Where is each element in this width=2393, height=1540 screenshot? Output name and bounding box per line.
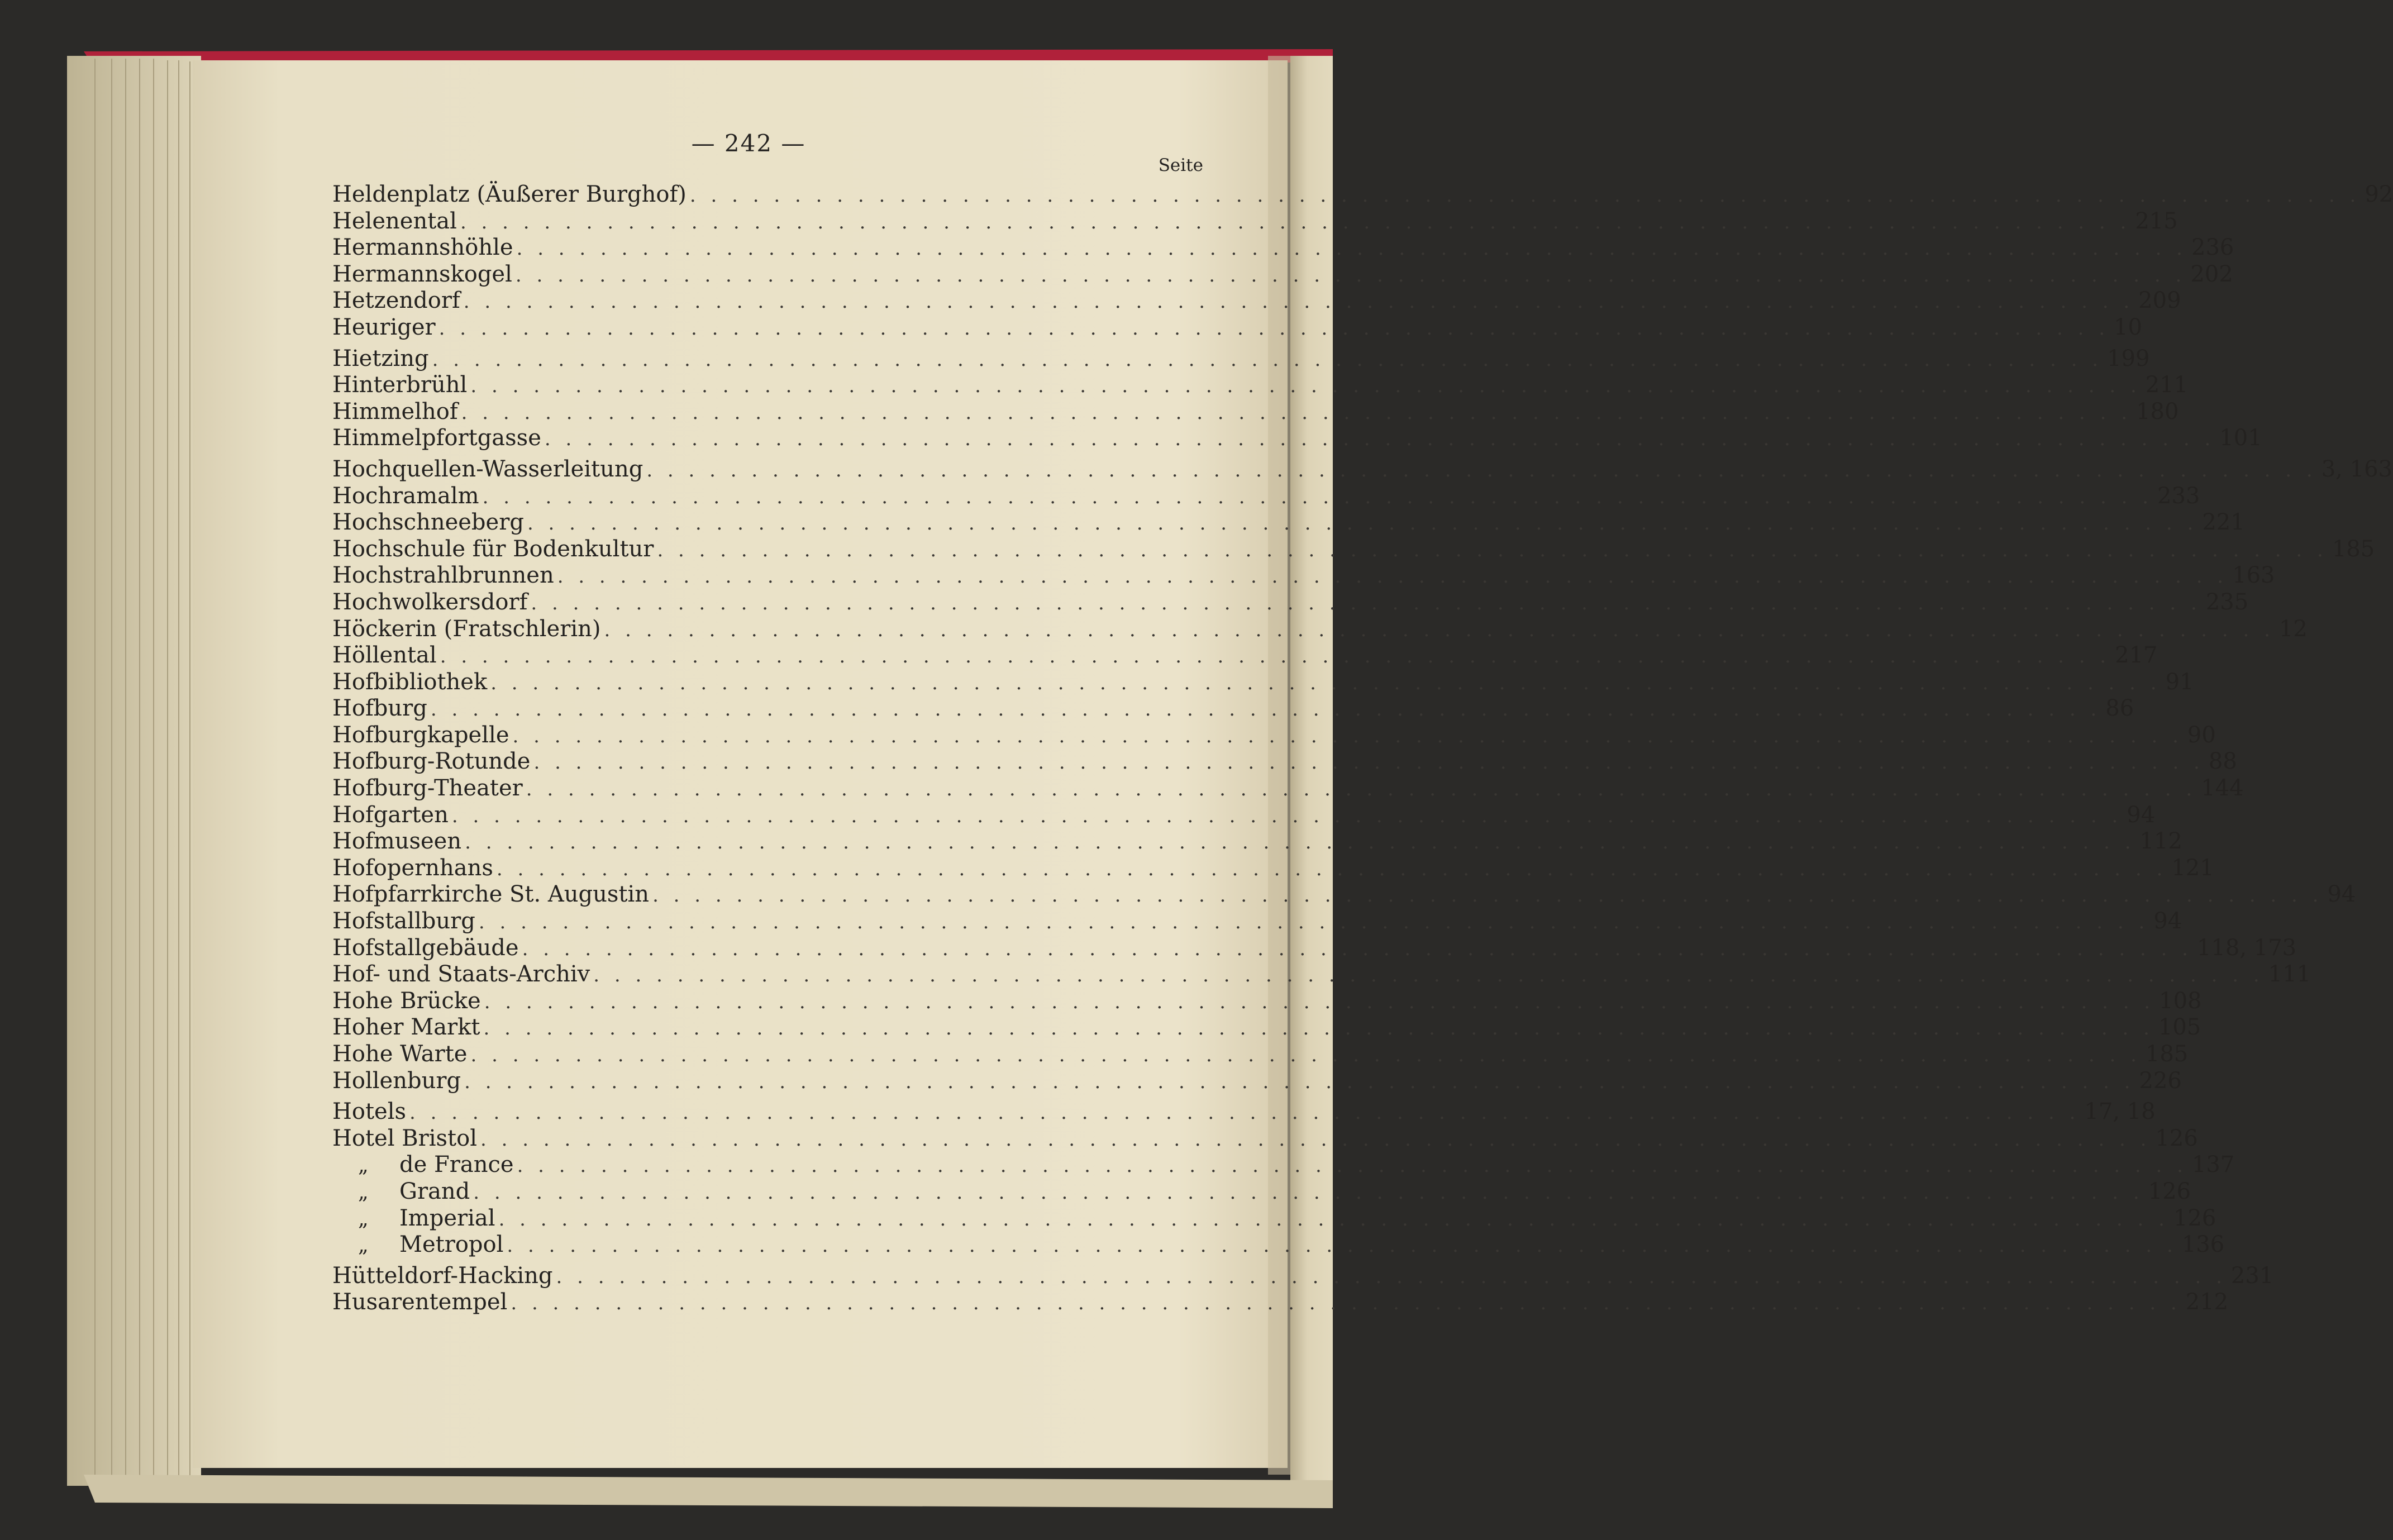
entry-label-text: Hofgarten — [332, 802, 449, 828]
index-entry — [332, 748, 2237, 775]
entry-label — [332, 456, 646, 483]
entry-page-number: 88 — [2208, 748, 2237, 775]
index-entry — [332, 345, 2150, 373]
entry-label — [332, 961, 593, 988]
index-entry — [332, 908, 2182, 935]
dot-leader: . . . . . . . . . . . . . . . . . . . . . . . . . . . . . . . . . . . . . . . . . . . . . . . . . . . . . . . . . . . . . . . . . . . . . . . . . . . . . . . . — [482, 485, 2153, 508]
index-entry — [332, 1232, 2225, 1258]
entry-label-text: Hofburg-Rotunde — [332, 748, 531, 775]
dot-leader: . . . . . . . . . . . . . . . . . . . . . . . . . . . . . . . . . . . . . . . . . . . . . . . . . . . . . . . . . . . . . . . . . . . . . . . . . . . . . . . . — [557, 565, 2228, 588]
entry-label — [332, 828, 465, 855]
entry-label-text: Hofbibliothek — [332, 669, 488, 695]
entry-page-number: 144 — [2201, 775, 2244, 802]
entry-label-text: Hochramalm — [332, 483, 479, 509]
entry-page-number: 12 — [2278, 616, 2308, 642]
entry-label-text: Hochschule für Bodenkultur — [332, 536, 654, 562]
dot-leader: . . . . . . . . . . . . . . . . . . . . . . . . . . . . . . . . . . . . . . . . . . . . . . . . . . . . . . . . . . . . . . . . . . . . . . . . . . . . . . . . — [522, 937, 2192, 960]
index-entry — [332, 1067, 2182, 1095]
entry-label-text: Hütteldorf-Hacking — [332, 1262, 553, 1289]
dot-leader: . . . . . . . . . . . . . . . . . . . . . . . . . . . . . . . . . . . . . . . . . . . . . . . . . . . . . . . . . . . . . . . . . . . . . . . . . . . . . . . . — [409, 1102, 2080, 1124]
dot-leader: . . . . . . . . . . . . . . . . . . . . . . . . . . . . . . . . . . . . . . . . . . . . . . . . . . . . . . . . . . . . . . . . . . . . . . . . . . . . . . . . — [470, 1044, 2141, 1066]
dot-leader: . . . . . . . . . . . . . . . . . . . . . . . . . . . . . . . . . . . . . . . . . . . . . . . . . . . . . . . . . . . . . . . . . . . . . . . . . . . . . . . . — [657, 538, 2328, 561]
index-entry — [332, 961, 2311, 988]
index-entry — [332, 562, 2275, 589]
entry-label-text: Metropol — [399, 1232, 504, 1258]
entry-page-number: 112 — [2139, 828, 2182, 855]
entry-label-text: Hofstallburg — [332, 908, 475, 935]
ditto-mark: „ — [358, 1234, 369, 1257]
entry-page-number: 90 — [2187, 722, 2216, 748]
entry-label-text: Himmelpfortgasse — [332, 425, 541, 451]
entry-page-number: 91 — [2165, 669, 2194, 695]
index-entry — [332, 261, 2233, 288]
index-entry — [332, 456, 2392, 483]
entry-label — [332, 536, 657, 563]
dot-leader: . . . . . . . . . . . . . . . . . . . . . . . . . . . . . . . . . . . . . . . . . . . . . . . . . . . . . . . . . . . . . . . . . . . . . . . . . . . . . . . . — [507, 1234, 2177, 1257]
dot-leader: . . . . . . . . . . . . . . . . . . . . . . . . . . . . . . . . . . . . . . . . . . . . . . . . . . . . . . . . . . . . . . . . . . . . . . . . . . . . . . . . — [440, 645, 2111, 668]
entry-page-number: 185 — [2332, 536, 2375, 562]
ditto-mark: „ — [358, 1207, 369, 1231]
index-entry — [332, 1178, 2191, 1205]
entry-page-number: 217 — [2115, 642, 2158, 669]
entry-label-text: Hochstrahlbrunnen — [332, 562, 554, 589]
index-entry — [332, 1099, 2156, 1126]
dot-leader: . . . . . . . . . . . . . . . . . . . . . . . . . . . . . . . . . . . . . . . . . . . . . . . . . . . . . . . . . . . . . . . . . . . . . . . . . . . . . . . . — [438, 317, 2110, 340]
index-entry — [332, 1289, 2229, 1316]
index-entry — [332, 1125, 2198, 1152]
entry-label-text: Hofopernhans — [332, 855, 493, 881]
index-entry — [332, 208, 2178, 235]
entry-label — [332, 261, 516, 288]
index-entry — [332, 881, 2356, 908]
dot-leader: . . . . . . . . . . . . . . . . . . . . . . . . . . . . . . . . . . . . . . . . . . . . . . . . . . . . . . . . . . . . . . . . . . . . . . . . . . . . . . . . — [593, 964, 2264, 987]
index-entry — [332, 288, 2181, 314]
entry-page-number: 233 — [2157, 483, 2200, 509]
index-entry — [332, 372, 2189, 399]
entry-label — [332, 1152, 517, 1179]
entry-label — [332, 1041, 470, 1068]
dot-leader: . . . . . . . . . . . . . . . . . . . . . . . . . . . . . . . . . . . . . . . . . . . . . . . . . . . . . . . . . . . . . . . . . . . . . . . . . . . . . . . . — [689, 184, 2361, 207]
entry-label-text: Hollenburg — [332, 1067, 461, 1094]
entry-page-number: 211 — [2145, 372, 2189, 398]
index-entry — [332, 988, 2202, 1015]
dot-leader: . . . . . . . . . . . . . . . . . . . . . . . . . . . . . . . . . . . . . . . . . . . . . . . . . . . . . . . . . . . . . . . . . . . . . . . . . . . . . . . . — [533, 751, 2204, 774]
entry-label — [332, 314, 439, 341]
entry-page-number: 10 — [2114, 314, 2142, 340]
dot-leader: . . . . . . . . . . . . . . . . . . . . . . . . . . . . . . . . . . . . . . . . . . . . . . . . . . . . . . . . . . . . . . . . . . . . . . . . . . . . . . . . — [556, 1265, 2227, 1288]
entry-label-text: Hofmuseen — [332, 828, 462, 855]
dot-leader: . . . . . . . . . . . . . . . . . . . . . . . . . . . . . . . . . . . . . . . . . . . . . . . . . . . . . . . . . . . . . . . . . . . . . . . . . . . . . . . . — [496, 857, 2167, 880]
index-list — [332, 182, 2393, 1316]
entry-label-text: Hetzendorf — [332, 288, 460, 314]
dot-leader: . . . . . . . . . . . . . . . . . . . . . . . . . . . . . . . . . . . . . . . . . . . . . . . . . . . . . . . . . . . . . . . . . . . . . . . . . . . . . . . . — [646, 459, 2317, 481]
dot-leader: . . . . . . . . . . . . . . . . . . . . . . . . . . . . . . . . . . . . . . . . . . . . . . . . . . . . . . . . . . . . . . . . . . . . . . . . . . . . . . . . — [498, 1208, 2169, 1231]
dot-leader: . . . . . . . . . . . . . . . . . . . . . . . . . . . . . . . . . . . . . . . . . . . . . . . . . . . . . . . . . . . . . . . . . . . . . . . . . . . . . . . . — [430, 698, 2101, 721]
entry-label-text: Grand — [399, 1178, 470, 1204]
entry-label-text: Hermannshöhle — [332, 235, 513, 261]
column-header-seite: Seite — [1158, 155, 1203, 175]
entry-page-number: 231 — [2230, 1262, 2274, 1289]
entry-label-text: Hochquellen-Wasserleitung — [332, 456, 643, 482]
entry-page-number: 180 — [2136, 398, 2179, 425]
entry-label — [332, 935, 522, 962]
entry-label — [332, 1014, 483, 1041]
entry-label — [332, 208, 460, 235]
index-entry — [332, 536, 2375, 563]
entry-page-number: 136 — [2181, 1232, 2225, 1258]
entry-label — [332, 372, 470, 399]
dot-leader: . . . . . . . . . . . . . . . . . . . . . . . . . . . . . . . . . . . . . . . . . . . . . . . . . . . . . . . . . . . . . . . . . . . . . . . . . . . . . . . . — [484, 990, 2155, 1013]
dot-leader: . . . . . . . . . . . . . . . . . . . . . . . . . . . . . . . . . . . . . . . . . . . . . . . . . . . . . . . . . . . . . . . . . . . . . . . . . . . . . . . . — [516, 237, 2187, 260]
entry-label-text: Hietzing — [332, 345, 429, 371]
entry-label — [332, 1126, 480, 1152]
entry-page-number: 111 — [2268, 961, 2311, 988]
entry-label-text: Hoher Markt — [332, 1014, 480, 1041]
entry-label — [332, 509, 527, 536]
index-entry — [332, 642, 2158, 669]
entry-page-number: 137 — [2191, 1152, 2235, 1178]
entry-label-text: Hermannskogel — [332, 261, 512, 287]
entry-page-number: 126 — [2148, 1178, 2191, 1204]
ditto-mark: „ — [358, 1154, 369, 1177]
entry-label-text: Hochwolkersdorf — [332, 589, 528, 615]
index-entry — [332, 802, 2156, 829]
entry-label — [332, 616, 604, 643]
entry-label-text: Höckerin (Fratschlerin) — [332, 616, 601, 642]
entry-label — [332, 483, 483, 510]
entry-label — [332, 1179, 473, 1206]
entry-label — [332, 802, 452, 829]
entry-page-number: 17, 18 — [2084, 1099, 2156, 1125]
entry-page-number: 105 — [2158, 1014, 2201, 1041]
index-entry — [332, 1205, 2216, 1232]
entry-page-number: 108 — [2159, 988, 2202, 1014]
index-entry — [332, 235, 2234, 261]
entry-page-number: 226 — [2139, 1067, 2182, 1094]
entry-label — [332, 722, 512, 749]
entry-label-text: de France — [399, 1152, 514, 1178]
entry-page-number: 94 — [2153, 908, 2182, 935]
entry-label-text: Höllental — [332, 642, 437, 669]
dot-leader: . . . . . . . . . . . . . . . . . . . . . . . . . . . . . . . . . . . . . . . . . . . . . . . . . . . . . . . . . . . . . . . . . . . . . . . . . . . . . . . . — [451, 804, 2123, 827]
dot-leader: . . . . . . . . . . . . . . . . . . . . . . . . . . . . . . . . . . . . . . . . . . . . . . . . . . . . . . . . . . . . . . . . . . . . . . . . . . . . . . . . — [511, 1292, 2181, 1315]
index-entry — [332, 483, 2200, 510]
entry-label — [332, 1263, 556, 1290]
entry-label-text: Hinterbrühl — [332, 372, 468, 398]
index-entry — [332, 695, 2134, 722]
entry-label — [332, 695, 431, 722]
index-entry — [332, 669, 2194, 696]
dot-leader: . . . . . . . . . . . . . . . . . . . . . . . . . . . . . . . . . . . . . . . . . . . . . . . . . . . . . . . . . . . . . . . . . . . . . . . . . . . . . . . . — [515, 264, 2186, 287]
entry-page-number: 185 — [2145, 1041, 2189, 1067]
entry-page-number: 163 — [2232, 562, 2275, 589]
entry-label — [332, 775, 526, 802]
entry-label — [332, 235, 517, 261]
dot-leader: . . . . . . . . . . . . . . . . . . . . . . . . . . . . . . . . . . . . . . . . . . . . . . . . . . . . . . . . . . . . . . . . . . . . . . . . . . . . . . . . — [531, 592, 2201, 614]
index-entry — [332, 1262, 2274, 1290]
index-entry — [332, 722, 2216, 749]
entry-label — [332, 855, 497, 882]
index-entry — [332, 509, 2245, 536]
entry-label — [332, 1068, 464, 1095]
entry-page-number: 92 — [2365, 182, 2393, 207]
dot-leader: . . . . . . . . . . . . . . . . . . . . . . . . . . . . . . . . . . . . . . . . . . . . . . . . . . . . . . . . . . . . . . . . . . . . . . . . . . . . . . . . — [480, 1128, 2151, 1151]
dot-leader: . . . . . . . . . . . . . . . . . . . . . . . . . . . . . . . . . . . . . . . . . . . . . . . . . . . . . . . . . . . . . . . . . . . . . . . . . . . . . . . . — [517, 1155, 2187, 1177]
entry-label-text: Hof- und Staats-Archiv — [332, 961, 590, 988]
entry-label-text: Helenental — [332, 208, 457, 234]
ditto-mark: „ — [358, 1180, 369, 1204]
dot-leader: . . . . . . . . . . . . . . . . . . . . . . . . . . . . . . . . . . . . . . . . . . . . . . . . . . . . . . . . . . . . . . . . . . . . . . . . . . . . . . . . — [604, 618, 2275, 641]
entry-label-text: Hofpfarrkirche St. Augustin — [332, 881, 650, 908]
index-entry — [332, 775, 2244, 802]
index-entry — [332, 1014, 2201, 1041]
dot-leader: . . . . . . . . . . . . . . . . . . . . . . . . . . . . . . . . . . . . . . . . . . . . . . . . . . . . . . . . . . . . . . . . . . . . . . . . . . . . . . . . — [478, 911, 2149, 934]
dot-leader: . . . . . . . . . . . . . . . . . . . . . . . . . . . . . . . . . . . . . . . . . . . . . . . . . . . . . . . . . . . . . . . . . . . . . . . . . . . . . . . . — [490, 671, 2161, 694]
page-number: — 242 — — [691, 130, 806, 157]
index-entry — [332, 616, 2308, 643]
entry-page-number: 209 — [2138, 288, 2181, 314]
dot-leader: . . . . . . . . . . . . . . . . . . . . . . . . . . . . . . . . . . . . . . . . . . . . . . . . . . . . . . . . . . . . . . . . . . . . . . . . . . . . . . . . — [527, 512, 2198, 535]
entry-label — [332, 182, 690, 208]
entry-label-text: Hohe Warte — [332, 1041, 468, 1067]
entry-page-number: 126 — [2155, 1125, 2198, 1151]
entry-page-number: 118, 173 — [2197, 935, 2297, 961]
dot-leader: . . . . . . . . . . . . . . . . . . . . . . . . . . . . . . . . . . . . . . . . . . . . . . . . . . . . . . . . . . . . . . . . . . . . . . . . . . . . . . . . — [544, 428, 2215, 451]
entry-label-text: Husarentempel — [332, 1289, 508, 1315]
entry-label-text: Hotel Bristol — [332, 1125, 478, 1151]
dot-leader: . . . . . . . . . . . . . . . . . . . . . . . . . . . . . . . . . . . . . . . . . . . . . . . . . . . . . . . . . . . . . . . . . . . . . . . . . . . . . . . . — [483, 1017, 2154, 1040]
dot-leader: . . . . . . . . . . . . . . . . . . . . . . . . . . . . . . . . . . . . . . . . . . . . . . . . . . . . . . . . . . . . . . . . . . . . . . . . . . . . . . . . — [473, 1181, 2144, 1204]
index-entry — [332, 182, 2393, 208]
entry-label-text: Hofburgkapelle — [332, 722, 509, 748]
dot-leader: . . . . . . . . . . . . . . . . . . . . . . . . . . . . . . . . . . . . . . . . . . . . . . . . . . . . . . . . . . . . . . . . . . . . . . . . . . . . . . . . — [464, 1070, 2135, 1093]
entry-page-number: 101 — [2219, 425, 2262, 451]
entry-label — [332, 288, 464, 314]
index-entry — [332, 1152, 2235, 1179]
dot-leader: . . . . . . . . . . . . . . . . . . . . . . . . . . . . . . . . . . . . . . . . . . . . . . . . . . . . . . . . . . . . . . . . . . . . . . . . . . . . . . . . — [432, 348, 2103, 371]
entry-page-number: 202 — [2190, 261, 2233, 287]
entry-page-number: 215 — [2135, 208, 2178, 234]
entry-label-text: Hofstallgebäude — [332, 935, 519, 961]
index-entry — [332, 314, 2142, 341]
entry-page-number: 235 — [2205, 589, 2249, 615]
entry-page-number: 221 — [2202, 509, 2245, 536]
entry-label — [332, 346, 432, 373]
entry-label — [332, 669, 490, 696]
dot-leader: . . . . . . . . . . . . . . . . . . . . . . . . . . . . . . . . . . . . . . . . . . . . . . . . . . . . . . . . . . . . . . . . . . . . . . . . . . . . . . . . — [460, 211, 2131, 233]
entry-page-number: 94 — [2327, 881, 2356, 908]
entry-page-number: 212 — [2185, 1289, 2229, 1315]
entry-label — [332, 425, 545, 452]
entry-page-number: 94 — [2127, 802, 2156, 828]
dot-leader: . . . . . . . . . . . . . . . . . . . . . . . . . . . . . . . . . . . . . . . . . . . . . . . . . . . . . . . . . . . . . . . . . . . . . . . . . . . . . . . . — [512, 724, 2183, 747]
dot-leader: . . . . . . . . . . . . . . . . . . . . . . . . . . . . . . . . . . . . . . . . . . . . . . . . . . . . . . . . . . . . . . . . . . . . . . . . . . . . . . . . — [461, 401, 2132, 424]
entry-label — [332, 881, 652, 908]
index-entry — [332, 828, 2182, 855]
entry-label — [332, 1205, 499, 1233]
dot-leader: . . . . . . . . . . . . . . . . . . . . . . . . . . . . . . . . . . . . . . . . . . . . . . . . . . . . . . . . . . . . . . . . . . . . . . . . . . . . . . . . — [463, 290, 2134, 313]
entry-label — [332, 1289, 511, 1316]
entry-label-text: Hofburg-Theater — [332, 775, 523, 802]
entry-page-number: 126 — [2173, 1205, 2216, 1231]
index-entry — [332, 398, 2179, 426]
index-entry — [332, 589, 2249, 616]
entry-label — [332, 1099, 409, 1126]
entry-label — [332, 642, 440, 669]
entry-label-text: Himmelhof — [332, 398, 458, 425]
entry-page-number: 199 — [2107, 345, 2150, 371]
entry-page-number: 86 — [2105, 695, 2134, 722]
entry-label — [332, 399, 461, 426]
index-entry — [332, 935, 2297, 962]
index-entry — [332, 855, 2214, 882]
dot-leader: . . . . . . . . . . . . . . . . . . . . . . . . . . . . . . . . . . . . . . . . . . . . . . . . . . . . . . . . . . . . . . . . . . . . . . . . . . . . . . . . — [465, 831, 2135, 854]
entry-label — [332, 562, 557, 589]
entry-page-number: 236 — [2191, 235, 2234, 261]
entry-page-number: 3, 163 — [2321, 456, 2392, 482]
index-entry — [332, 425, 2262, 452]
dot-leader: . . . . . . . . . . . . . . . . . . . . . . . . . . . . . . . . . . . . . . . . . . . . . . . . . . . . . . . . . . . . . . . . . . . . . . . . . . . . . . . . — [526, 778, 2197, 801]
index-entry — [332, 1041, 2189, 1068]
entry-label-text: Hofburg — [332, 695, 427, 722]
entry-label-text: Imperial — [399, 1205, 495, 1231]
dot-leader: . . . . . . . . . . . . . . . . . . . . . . . . . . . . . . . . . . . . . . . . . . . . . . . . . . . . . . . . . . . . . . . . . . . . . . . . . . . . . . . . — [470, 375, 2141, 398]
entry-label-text: Heldenplatz (Äußerer Burghof) — [332, 182, 687, 207]
entry-label-text: Heuriger — [332, 314, 436, 340]
entry-label — [332, 748, 533, 775]
entry-label — [332, 589, 531, 616]
entry-label-text: Hotels — [332, 1099, 407, 1125]
entry-label — [332, 988, 484, 1015]
entry-page-number: 121 — [2171, 855, 2214, 881]
dot-leader: . . . . . . . . . . . . . . . . . . . . . . . . . . . . . . . . . . . . . . . . . . . . . . . . . . . . . . . . . . . . . . . . . . . . . . . . . . . . . . . . — [652, 884, 2323, 907]
entry-label-text: Hochschneeberg — [332, 509, 524, 536]
entry-label — [332, 908, 479, 935]
entry-label — [332, 1232, 507, 1259]
entry-label-text: Hohe Brücke — [332, 988, 481, 1014]
